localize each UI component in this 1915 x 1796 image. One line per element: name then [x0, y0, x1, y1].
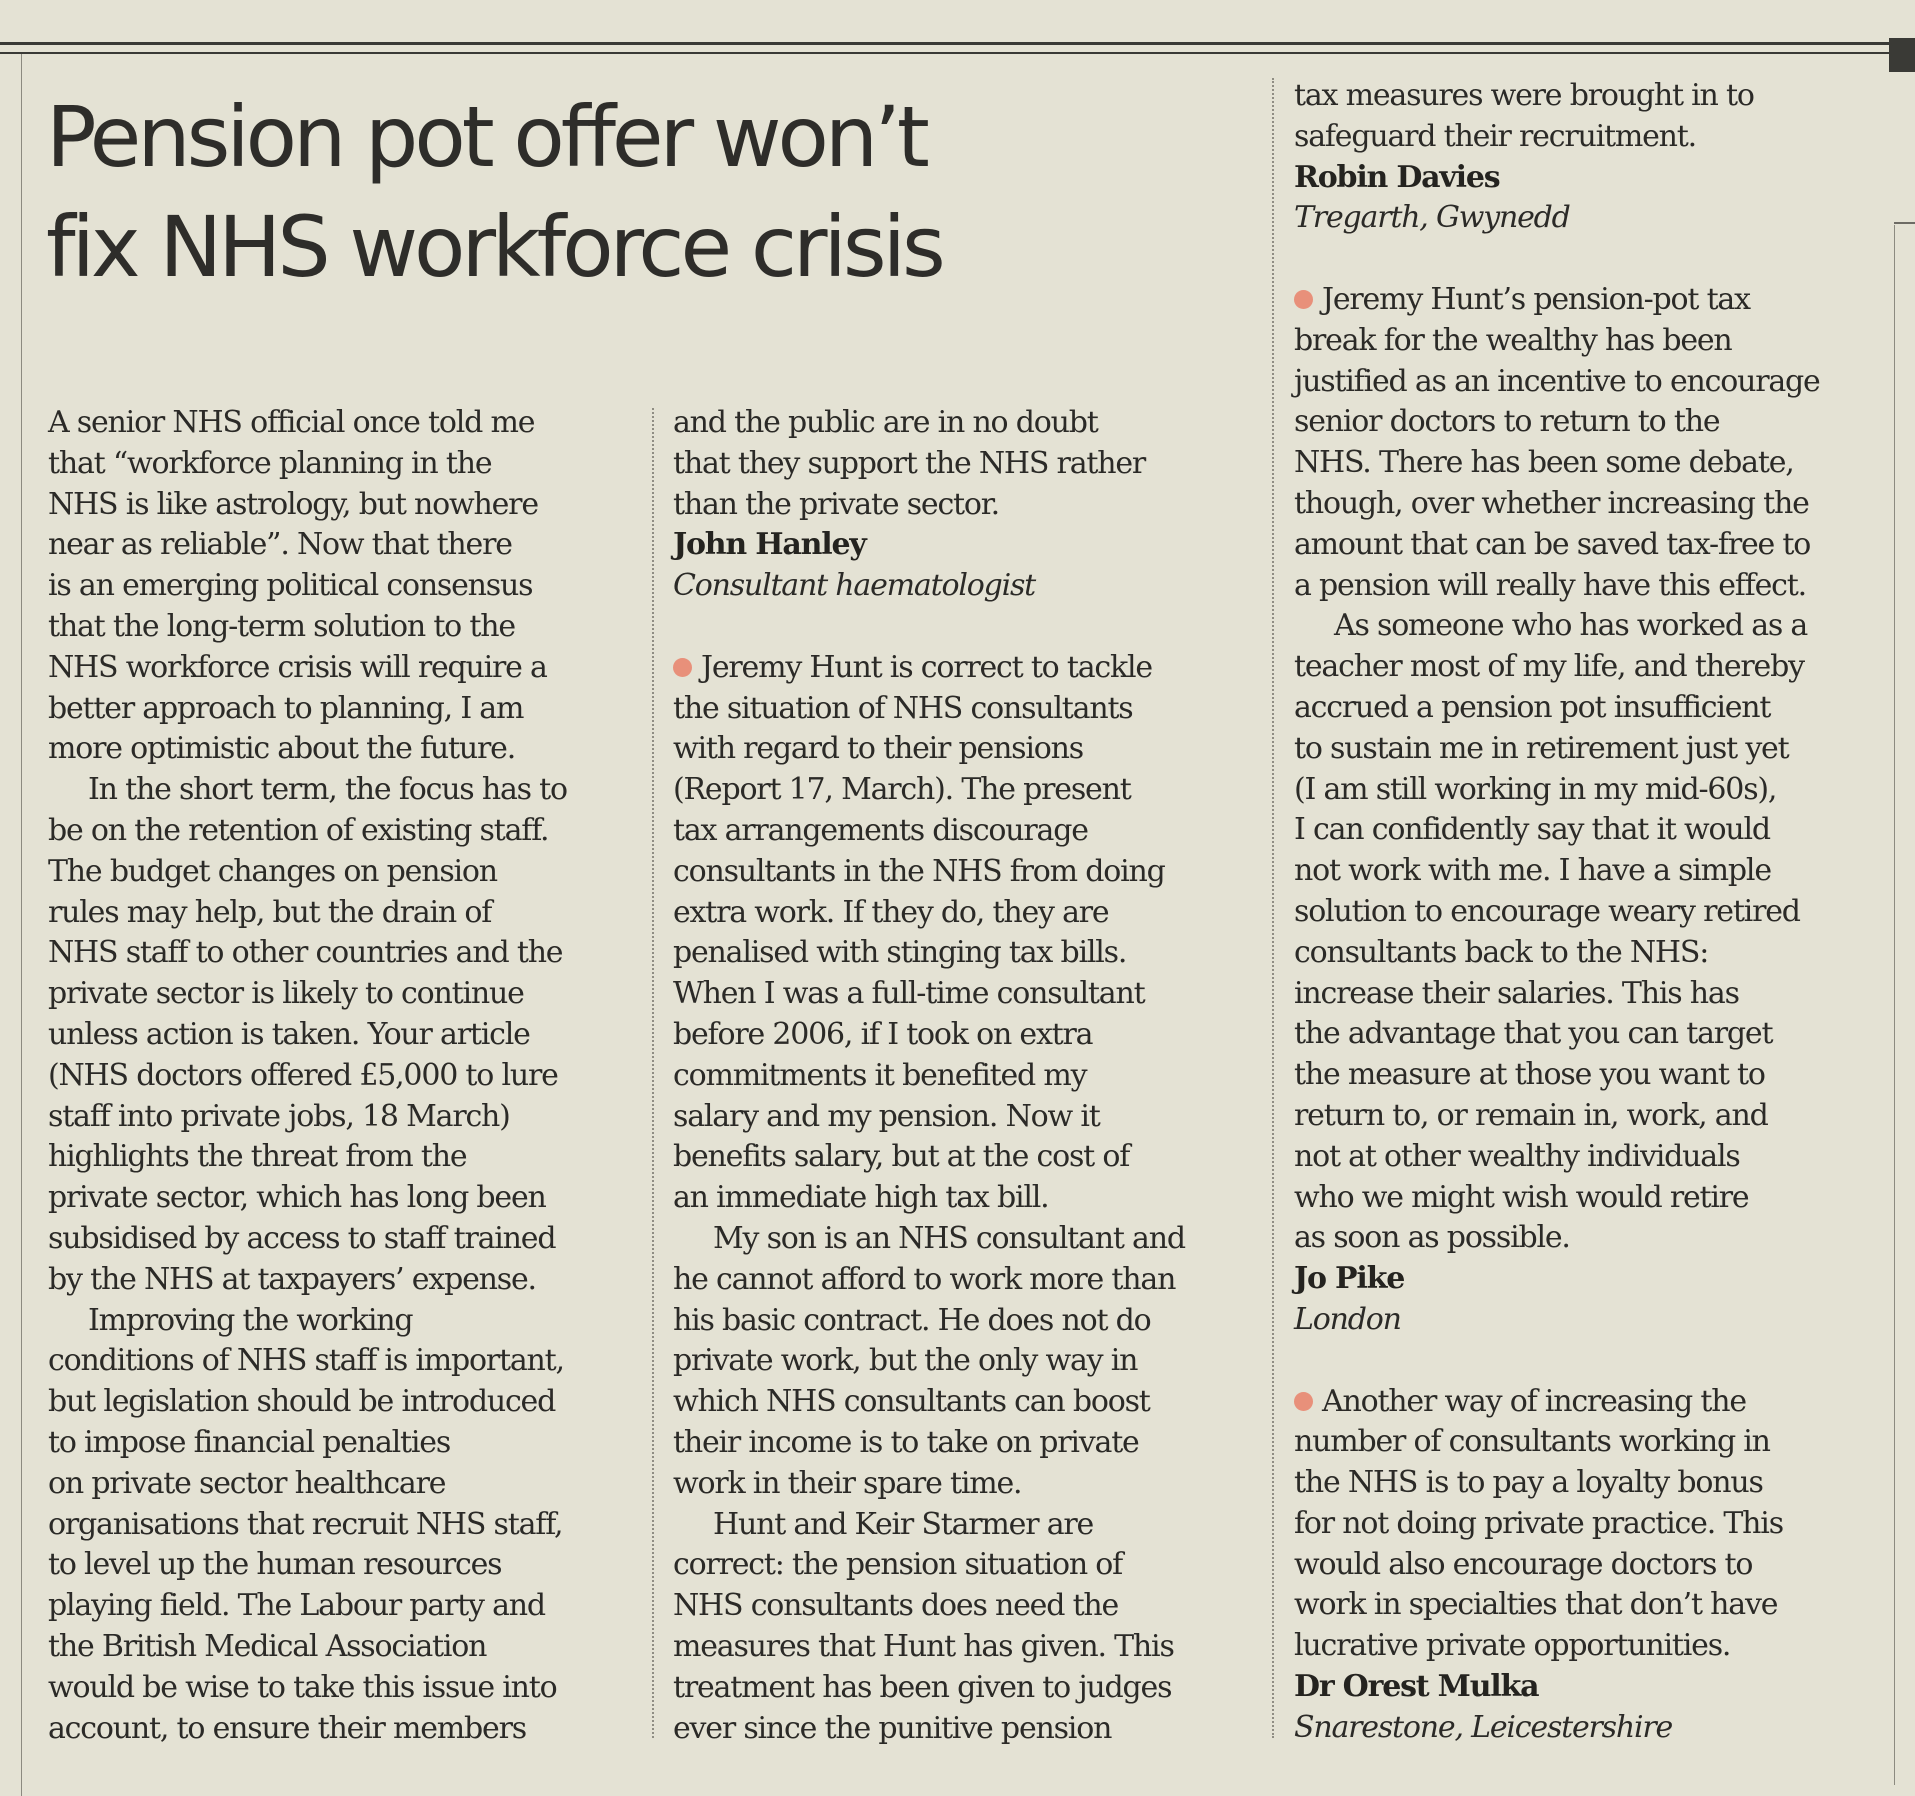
right-border-rule [1894, 225, 1895, 1785]
text-line: the advantage that you can target [1294, 1016, 1773, 1052]
text-line: work in specialties that don’t have [1294, 1587, 1778, 1623]
paragraph [1294, 280, 1878, 606]
text-line: an immediate high tax bill. [673, 1180, 1049, 1216]
text-line: increase their salaries. This has [1294, 975, 1739, 1011]
text-line: (NHS doctors offered £5,000 to lure [48, 1057, 558, 1093]
text-line: subsidised by access to staff trained [48, 1220, 556, 1256]
paragraph [48, 403, 634, 770]
text-line: teacher most of my life, and thereby [1294, 649, 1804, 685]
text-line: When I was a full-time consultant [673, 976, 1145, 1012]
text-line: A senior NHS official once told me [48, 405, 535, 440]
text-line: by the NHS at taxpayers’ expense. [48, 1261, 536, 1297]
text-line: for not doing private practice. This [1294, 1505, 1783, 1541]
text-line: to level up the human resources [48, 1547, 502, 1583]
text-line: is an emerging political consensus [48, 568, 533, 604]
text-line: NHS staff to other countries and the [48, 935, 563, 971]
text-line: My son is an NHS consultant and [713, 1220, 1185, 1256]
text-line: as soon as possible. [1294, 1220, 1570, 1256]
paragraph [673, 403, 1253, 525]
text-line: Jeremy Hunt’s pension-pot tax [1322, 281, 1750, 317]
text-line: consultants back to the NHS: [1294, 934, 1709, 970]
top-rule [0, 42, 1915, 45]
text-line: NHS workforce crisis will require a [48, 649, 547, 685]
text-line: private sector, which has long been [48, 1180, 546, 1216]
text-line: As someone who has worked as a [1334, 608, 1808, 644]
text-line: I can confidently say that it would [1294, 812, 1770, 848]
paragraph [673, 1219, 1253, 1505]
text-line: but legislation should be introduced [48, 1384, 556, 1420]
text-line: consultants in the NHS from doing [673, 853, 1165, 889]
text-line: would also encourage doctors to [1294, 1546, 1753, 1582]
text-line: lucrative private opportunities. [1294, 1628, 1731, 1664]
text-line: highlights the threat from the [48, 1139, 467, 1175]
paragraph [48, 770, 634, 1300]
text-line: senior doctors to return to the [1294, 404, 1720, 440]
paragraph [1294, 1382, 1878, 1668]
text-line: break for the wealthy has been [1294, 322, 1732, 358]
letter-author: Jo Pike [1294, 1261, 1405, 1297]
text-line: In the short term, the focus has to [88, 772, 567, 808]
text-line: and the public are in no doubt [673, 405, 1098, 440]
text-line: before 2006, if I took on extra [673, 1016, 1093, 1052]
text-line: ever since the punitive pension [673, 1710, 1112, 1746]
letter-author: Robin Davies [1294, 159, 1500, 195]
text-line: conditions of NHS staff is important, [48, 1343, 564, 1379]
column-separator [652, 408, 654, 1738]
column-2 [673, 403, 1253, 1749]
text-line: unless action is taken. Your article [48, 1016, 530, 1052]
text-line: the situation of NHS consultants [673, 690, 1133, 726]
text-line: organisations that recruit NHS staff, [48, 1506, 563, 1542]
bullet-icon [1294, 1392, 1313, 1411]
text-line: accrued a pension pot insufficient [1294, 689, 1771, 725]
text-line: which NHS consultants can boost [673, 1384, 1150, 1420]
letter-author: Dr Orest Mulka [1294, 1669, 1539, 1705]
text-line: tax arrangements discourage [673, 812, 1088, 848]
left-border-rule [21, 54, 22, 1796]
text-line: Jeremy Hunt is correct to tackle [701, 649, 1152, 685]
text-line: playing field. The Labour party and [48, 1588, 545, 1624]
corner-bar [1889, 38, 1915, 72]
text-line: The budget changes on pension [48, 853, 497, 889]
letter-location: Snarestone, Leicestershire [1294, 1709, 1673, 1745]
paragraph [673, 648, 1253, 1219]
text-line: be on the retention of existing staff. [48, 812, 549, 848]
headline [46, 82, 1246, 302]
text-line: Hunt and Keir Starmer are [713, 1506, 1094, 1542]
text-line: extra work. If they do, they are [673, 894, 1109, 930]
text-line: (Report 17, March). The present [673, 772, 1131, 808]
letter-location: Tregarth, Gwynedd [1294, 200, 1570, 236]
text-line: that they support the NHS rather [673, 445, 1146, 481]
text-line: to impose financial penalties [48, 1424, 451, 1460]
text-line: who we might wish would retire [1294, 1179, 1749, 1215]
top-rule-thin [0, 52, 1915, 54]
right-rule-stub [1894, 222, 1915, 224]
column-separator [1272, 78, 1274, 1738]
text-line: private work, but the only way in [673, 1343, 1138, 1379]
headline-line: Pension pot offer won’t [46, 88, 926, 186]
text-line: account, to ensure their members [48, 1710, 526, 1746]
text-line: with regard to their pensions [673, 731, 1083, 767]
text-line: Another way of increasing the [1322, 1383, 1746, 1419]
text-line: treatment has been given to judges [673, 1669, 1172, 1705]
text-line: not at other wealthy individuals [1294, 1138, 1740, 1174]
text-line: would be wise to take this issue into [48, 1669, 557, 1705]
text-line: staff into private jobs, 18 March) [48, 1098, 510, 1134]
paragraph [1294, 76, 1878, 158]
text-line: Improving the working [88, 1302, 413, 1338]
text-line: though, over whether increasing the [1294, 485, 1809, 521]
text-line: correct: the pension situation of [673, 1547, 1123, 1583]
text-line: amount that can be saved tax-free to [1294, 526, 1811, 562]
text-line: measures that Hunt has given. This [673, 1628, 1174, 1664]
text-line: he cannot afford to work more than [673, 1261, 1176, 1297]
paragraph [1294, 606, 1878, 1259]
text-line: NHS consultants does need the [673, 1588, 1119, 1624]
text-line: (I am still working in my mid-60s), [1294, 771, 1777, 807]
letter-location: Consultant haematologist [673, 568, 1036, 604]
text-line: return to, or remain in, work, and [1294, 1097, 1768, 1133]
text-line: safeguard their recruitment. [1294, 118, 1696, 154]
text-line: salary and my pension. Now it [673, 1098, 1100, 1134]
headline-line: fix NHS workforce crisis [46, 198, 942, 296]
text-line: number of consultants working in [1294, 1424, 1770, 1460]
text-line: to sustain me in retirement just yet [1294, 730, 1789, 766]
text-line: benefits salary, but at the cost of [673, 1139, 1130, 1175]
text-line: tax measures were brought in to [1294, 78, 1754, 113]
text-line: on private sector healthcare [48, 1465, 446, 1501]
text-line: near as reliable”. Now that there [48, 527, 512, 563]
column-3 [1294, 76, 1878, 1749]
bullet-icon [1294, 290, 1313, 309]
text-line: commitments it benefited my [673, 1057, 1087, 1093]
text-line: that “workforce planning in the [48, 445, 492, 481]
text-line: the British Medical Association [48, 1628, 487, 1664]
text-line: better approach to planning, I am [48, 690, 524, 726]
text-line: work in their spare time. [673, 1465, 1022, 1501]
column-1 [48, 403, 634, 1749]
text-line: penalised with stinging tax bills. [673, 935, 1127, 971]
text-line: the measure at those you want to [1294, 1057, 1765, 1093]
text-line: NHS. There has been some debate, [1294, 445, 1794, 481]
letter-author: John Hanley [673, 527, 866, 563]
text-line: that the long-term solution to the [48, 608, 515, 644]
text-line: his basic contract. He does not do [673, 1302, 1151, 1338]
text-line: solution to encourage weary retired [1294, 893, 1800, 929]
text-line: rules may help, but the drain of [48, 894, 492, 930]
text-line: NHS is like astrology, but nowhere [48, 486, 538, 522]
text-line: a pension will really have this effect. [1294, 567, 1806, 603]
paragraph [48, 1301, 634, 1750]
text-line: than the private sector. [673, 486, 999, 522]
text-line: the NHS is to pay a loyalty bonus [1294, 1465, 1763, 1501]
paragraph [673, 1505, 1253, 1750]
letter-location: London [1294, 1301, 1401, 1337]
text-line: more optimistic about the future. [48, 731, 516, 767]
text-line: their income is to take on private [673, 1424, 1139, 1460]
text-line: private sector is likely to continue [48, 976, 524, 1012]
text-line: not work with me. I have a simple [1294, 853, 1771, 889]
bullet-icon [673, 658, 692, 677]
text-line: justified as an incentive to encourage [1294, 363, 1820, 399]
